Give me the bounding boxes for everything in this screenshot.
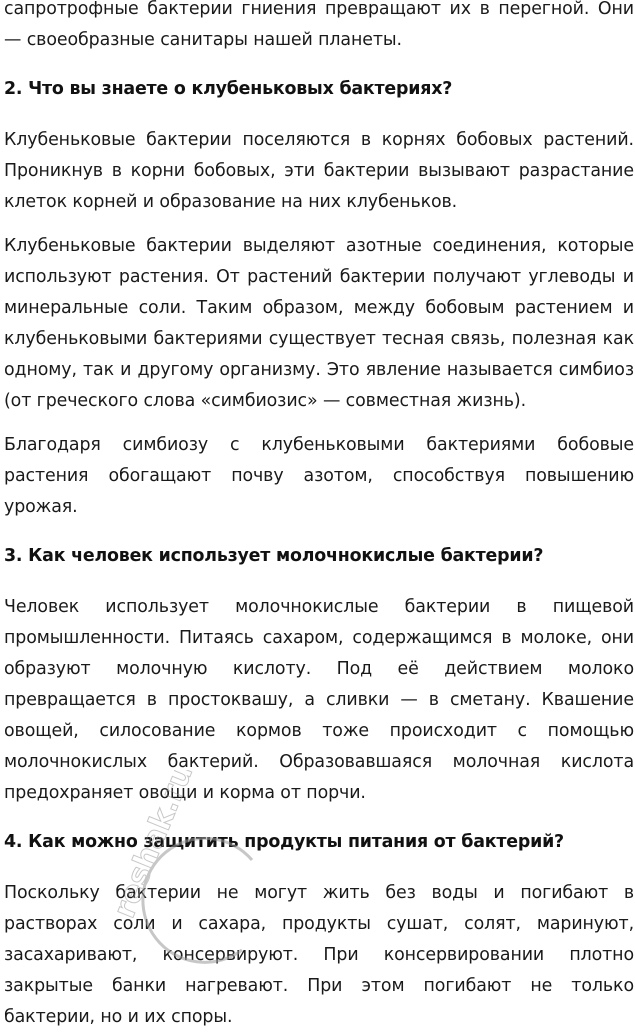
- q2-paragraph-1: Клубеньковые бактерии поселяются в корнях бобовых растений. Проникнув в корни бобовых, эти бактерии вызывают разрастание клеток корней и образование на них клубеньков.: [4, 130, 634, 212]
- question-2-heading: 2. Что вы знаете о клубеньковых бактериях?: [4, 79, 453, 99]
- intro-paragraph-tail: сапротрофные бактерии гниения превращают их в перегной. Они — своеобразные санитары нашей планеты.: [4, 0, 634, 50]
- question-4-heading: 4. Как можно защитить продукты питания от бактерий?: [4, 832, 564, 852]
- q3-paragraph-1: Человек использует молочнокислые бактерии в пищевой промышленности. Питаясь сахаром, содержащимся в молоке, они образуют молочную кислоту. Под её действием молоко превращается в простоквашу, а сливки — в сметану. Квашение овощей, силосование кормов тоже происходит с помощью молочнокислых бактерий. Образовавшаяся молочная кислота предохраняет овощи и корма от порчи.: [4, 597, 634, 803]
- document-page: [4, 0, 634, 1033]
- q4-paragraph-1: Поскольку бактерии не могут жить без воды и погибают в растворах соли и сахара, продукты сушат, солят, маринуют, засахаривают, консервируют. При консервировании плотно закрытые банки нагревают. При этом погибают не только бактерии, но и их споры.: [4, 883, 634, 1027]
- q2-paragraph-3: Благодаря симбиозу с клубеньковыми бактериями бобовые растения обогащают почву азотом, способствуя повышению урожая.: [4, 435, 634, 517]
- watermark-text: reshak.ru: [106, 770, 201, 923]
- q2-paragraph-2: Клубеньковые бактерии выделяют азотные соединения, которые используют растения. От растений бактерии получают углеводы и минеральные соли. Таким образом, между бобовым растением и клубеньковыми бактериями существует тесная связь, полезная как одному, так и другому организму. Это явление называется симбиоз (от греческого слова «симбиозис» — совместная жизнь).: [4, 236, 634, 411]
- question-3-heading: 3. Как человек использует молочнокислые бактерии?: [4, 546, 544, 566]
